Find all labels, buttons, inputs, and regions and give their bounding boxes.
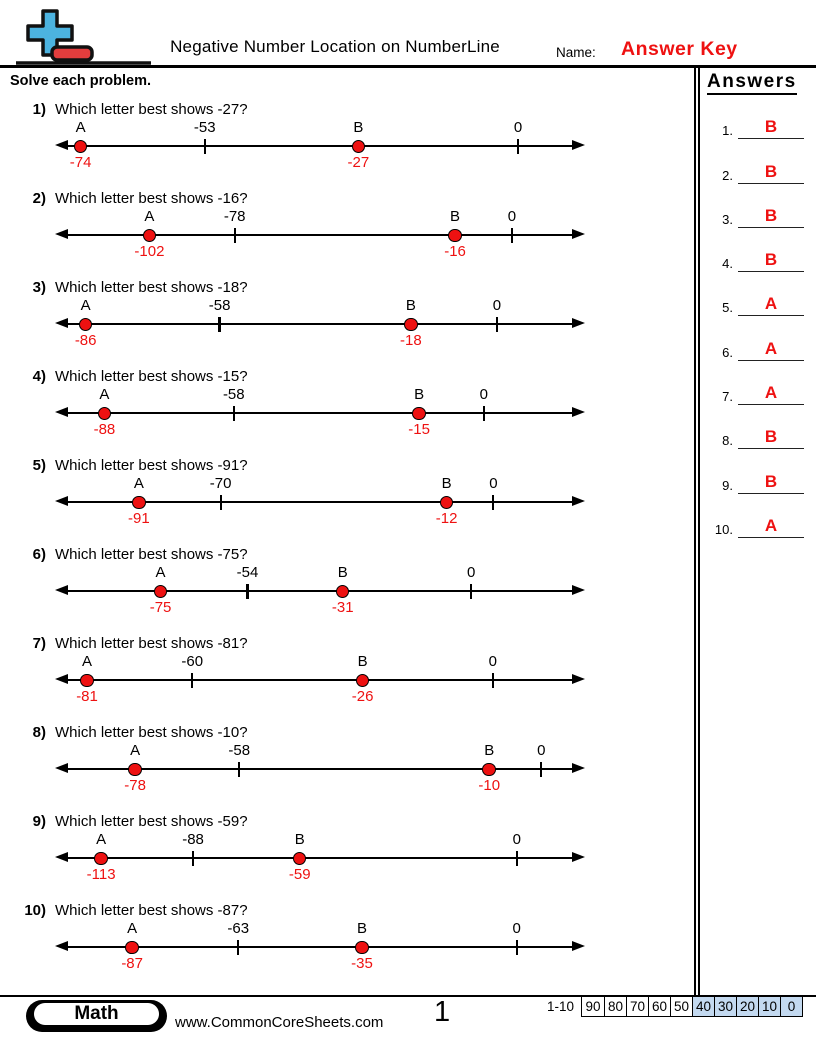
point-dot-icon bbox=[482, 763, 496, 777]
point-letter: A bbox=[155, 564, 166, 581]
subject-badge bbox=[26, 1000, 167, 1032]
point-value: -88 bbox=[93, 421, 116, 438]
tick-label: -63 bbox=[227, 920, 250, 937]
point-letter: B bbox=[484, 742, 495, 759]
problem-number: 5) bbox=[32, 457, 46, 474]
arrow-right-icon bbox=[572, 852, 585, 862]
tick-mark bbox=[516, 940, 518, 955]
point-dot-icon bbox=[125, 941, 139, 955]
problem-row bbox=[0, 191, 694, 280]
number-line bbox=[57, 650, 583, 722]
tick-mark bbox=[234, 228, 236, 243]
score-cell: 0 bbox=[780, 997, 802, 1016]
header bbox=[0, 0, 816, 68]
footer bbox=[0, 995, 816, 1056]
number-line-axis bbox=[63, 234, 577, 236]
arrow-left-icon bbox=[55, 674, 68, 684]
answer-number: 1. bbox=[722, 123, 733, 139]
point-value: -26 bbox=[351, 688, 374, 705]
tick-mark bbox=[470, 584, 472, 599]
point-value: -91 bbox=[128, 510, 150, 527]
tick-label: 0 bbox=[488, 653, 497, 670]
answer-number: 2. bbox=[722, 167, 733, 183]
point-dot-icon bbox=[336, 585, 350, 599]
point-dot-icon bbox=[448, 229, 462, 243]
arrow-right-icon bbox=[572, 140, 585, 150]
point-dot-icon bbox=[132, 496, 146, 510]
number-line-axis bbox=[63, 590, 577, 592]
number-line bbox=[57, 116, 583, 188]
problem-row bbox=[0, 458, 694, 547]
tick-mark bbox=[511, 228, 513, 243]
problems-section bbox=[0, 68, 694, 995]
tick-mark bbox=[191, 673, 193, 688]
answer-item bbox=[707, 316, 816, 360]
tick-label: 0 bbox=[512, 920, 521, 937]
point-letter: B bbox=[441, 475, 452, 492]
point-letter: A bbox=[130, 742, 141, 759]
score-cell: 40 bbox=[692, 997, 714, 1016]
tick-mark bbox=[540, 762, 542, 777]
arrow-left-icon bbox=[55, 585, 68, 595]
point-value: -31 bbox=[331, 599, 354, 616]
problem-question: Which letter best shows -87? bbox=[55, 902, 248, 919]
score-cell: 20 bbox=[736, 997, 758, 1016]
answer-item bbox=[707, 494, 816, 538]
tick-mark bbox=[204, 139, 206, 154]
page-title: Negative Number Location on NumberLine bbox=[170, 37, 500, 56]
point-letter: B bbox=[294, 831, 305, 848]
point-dot-icon bbox=[404, 318, 418, 332]
point-letter: A bbox=[75, 119, 86, 136]
number-line-axis bbox=[63, 145, 577, 147]
point-value: -59 bbox=[288, 866, 311, 883]
point-value: -15 bbox=[408, 421, 430, 438]
point-letter: B bbox=[357, 653, 368, 670]
point-dot-icon bbox=[356, 674, 370, 688]
arrow-right-icon bbox=[572, 229, 585, 239]
tick-mark bbox=[517, 139, 519, 154]
point-value: -86 bbox=[74, 332, 97, 349]
number-line bbox=[57, 828, 583, 900]
score-cell: 30 bbox=[714, 997, 736, 1016]
answer-letter: B bbox=[738, 117, 804, 139]
problem-question: Which letter best shows -18? bbox=[55, 279, 248, 296]
point-dot-icon bbox=[440, 496, 454, 510]
answer-number: 9. bbox=[722, 477, 733, 493]
answer-letter: A bbox=[738, 339, 804, 361]
point-value: -10 bbox=[478, 777, 501, 794]
number-line-axis bbox=[63, 679, 577, 681]
tick-label: -78 bbox=[223, 208, 246, 225]
website-link: www.CommonCoreSheets.com bbox=[175, 1014, 384, 1031]
answer-item bbox=[707, 95, 816, 139]
page-number: 1 bbox=[434, 996, 451, 1028]
tick-mark bbox=[233, 406, 235, 421]
problem-question: Which letter best shows -59? bbox=[55, 813, 248, 830]
tick-label: 0 bbox=[467, 564, 476, 581]
point-dot-icon bbox=[98, 407, 112, 421]
point-letter: A bbox=[82, 653, 93, 670]
answer-letter: B bbox=[738, 250, 804, 272]
point-letter: B bbox=[405, 297, 416, 314]
point-letter: B bbox=[353, 119, 364, 136]
problem-number: 9) bbox=[32, 813, 46, 830]
point-letter: B bbox=[414, 386, 425, 403]
answer-number: 3. bbox=[722, 211, 733, 227]
answer-number: 5. bbox=[722, 300, 733, 316]
tick-mark bbox=[192, 851, 194, 866]
point-value: -16 bbox=[444, 243, 466, 260]
answers-heading: Answers bbox=[707, 71, 797, 95]
problem-number: 10) bbox=[24, 902, 46, 919]
point-value: -27 bbox=[347, 154, 370, 171]
answer-number: 8. bbox=[722, 433, 733, 449]
tick-label: 0 bbox=[512, 831, 521, 848]
tick-mark bbox=[483, 406, 485, 421]
number-line-axis bbox=[63, 323, 577, 325]
problem-number: 8) bbox=[32, 724, 46, 741]
score-cell: 90 bbox=[582, 997, 604, 1016]
number-line-axis bbox=[63, 857, 577, 859]
point-letter: A bbox=[144, 208, 155, 225]
tick-mark bbox=[218, 317, 220, 332]
problem-row bbox=[0, 814, 694, 903]
point-dot-icon bbox=[74, 140, 88, 154]
arrow-left-icon bbox=[55, 229, 68, 239]
number-line bbox=[57, 294, 583, 366]
point-dot-icon bbox=[94, 852, 108, 866]
score-cell: 80 bbox=[604, 997, 626, 1016]
score-cell: 70 bbox=[626, 997, 648, 1016]
number-line bbox=[57, 561, 583, 633]
point-letter: A bbox=[96, 831, 107, 848]
tick-mark bbox=[496, 317, 498, 332]
point-value: -12 bbox=[435, 510, 458, 527]
answer-number: 7. bbox=[722, 389, 733, 405]
plus-minus-logo-icon bbox=[16, 5, 166, 67]
point-letter: A bbox=[99, 386, 110, 403]
point-letter: B bbox=[356, 920, 367, 937]
point-dot-icon bbox=[355, 941, 369, 955]
number-line bbox=[57, 472, 583, 544]
arrow-left-icon bbox=[55, 496, 68, 506]
tick-mark bbox=[238, 762, 240, 777]
arrow-right-icon bbox=[572, 496, 585, 506]
problem-question: Which letter best shows -75? bbox=[55, 546, 248, 563]
problem-row bbox=[0, 903, 694, 992]
point-value: -35 bbox=[351, 955, 373, 972]
point-value: -75 bbox=[149, 599, 172, 616]
answer-item bbox=[707, 139, 816, 183]
tick-mark bbox=[237, 940, 239, 955]
arrow-left-icon bbox=[55, 140, 68, 150]
point-dot-icon bbox=[293, 852, 307, 866]
problem-number: 3) bbox=[32, 279, 46, 296]
answer-number: 4. bbox=[722, 256, 733, 272]
tick-label: -54 bbox=[236, 564, 259, 581]
answer-letter: A bbox=[738, 294, 804, 316]
problems-list bbox=[0, 102, 694, 992]
point-letter: A bbox=[127, 920, 138, 937]
score-table bbox=[547, 996, 803, 1017]
arrow-right-icon bbox=[572, 318, 585, 328]
answer-item bbox=[707, 449, 816, 493]
problem-row bbox=[0, 369, 694, 458]
point-value: -102 bbox=[134, 243, 165, 260]
number-line bbox=[57, 739, 583, 811]
answer-letter: B bbox=[738, 427, 804, 449]
arrow-left-icon bbox=[55, 941, 68, 951]
problem-row bbox=[0, 636, 694, 725]
arrow-right-icon bbox=[572, 941, 585, 951]
tick-label: 0 bbox=[489, 475, 498, 492]
point-value: -78 bbox=[124, 777, 146, 794]
body bbox=[0, 68, 816, 995]
problem-row bbox=[0, 102, 694, 191]
problem-question: Which letter best shows -81? bbox=[55, 635, 248, 652]
problem-row bbox=[0, 280, 694, 369]
answer-letter: B bbox=[738, 472, 804, 494]
tick-label: 0 bbox=[507, 208, 517, 225]
tick-label: -70 bbox=[209, 475, 232, 492]
tick-label: 0 bbox=[479, 386, 489, 403]
tick-mark bbox=[516, 851, 518, 866]
tick-mark bbox=[492, 673, 494, 688]
problem-row bbox=[0, 725, 694, 814]
point-letter: A bbox=[133, 475, 144, 492]
arrow-right-icon bbox=[572, 407, 585, 417]
subject-badge-label: Math bbox=[34, 1003, 159, 1025]
problem-question: Which letter best shows -15? bbox=[55, 368, 248, 385]
answer-letter: A bbox=[738, 516, 804, 538]
score-cells bbox=[581, 996, 803, 1017]
answers-list bbox=[707, 95, 816, 538]
arrow-right-icon bbox=[572, 585, 585, 595]
score-cell: 10 bbox=[758, 997, 780, 1016]
answer-number: 10. bbox=[714, 521, 733, 537]
problem-number: 1) bbox=[32, 101, 46, 118]
point-letter: B bbox=[450, 208, 461, 225]
point-value: -87 bbox=[121, 955, 143, 972]
answer-item bbox=[707, 184, 816, 228]
problem-row bbox=[0, 547, 694, 636]
instructions: Solve each problem. bbox=[10, 73, 152, 89]
problem-question: Which letter best shows -91? bbox=[55, 457, 248, 474]
point-dot-icon bbox=[154, 585, 168, 599]
answer-item bbox=[707, 361, 816, 405]
problem-question: Which letter best shows -10? bbox=[55, 724, 248, 741]
tick-label: -53 bbox=[193, 119, 216, 136]
answer-item bbox=[707, 228, 816, 272]
point-dot-icon bbox=[412, 407, 426, 421]
tick-label: -88 bbox=[182, 831, 204, 848]
name-label: Name: bbox=[556, 45, 596, 60]
answer-item bbox=[707, 405, 816, 449]
number-line bbox=[57, 383, 583, 455]
point-dot-icon bbox=[80, 674, 94, 688]
answer-letter: B bbox=[738, 206, 804, 228]
problem-number: 7) bbox=[32, 635, 46, 652]
point-dot-icon bbox=[79, 318, 93, 332]
tick-label: 0 bbox=[537, 742, 546, 759]
problem-number: 6) bbox=[32, 546, 46, 563]
score-cell: 60 bbox=[648, 997, 670, 1016]
answer-key-label: Answer Key bbox=[621, 38, 738, 60]
tick-label: -58 bbox=[228, 742, 251, 759]
tick-label: -58 bbox=[222, 386, 245, 403]
point-value: -18 bbox=[399, 332, 422, 349]
answer-letter: A bbox=[738, 383, 804, 405]
tick-label: -60 bbox=[181, 653, 204, 670]
point-dot-icon bbox=[352, 140, 366, 154]
problem-number: 2) bbox=[32, 190, 46, 207]
problem-number: 4) bbox=[32, 368, 46, 385]
problem-question: Which letter best shows -27? bbox=[55, 101, 248, 118]
answer-item bbox=[707, 272, 816, 316]
arrow-left-icon bbox=[55, 763, 68, 773]
tick-label: 0 bbox=[513, 119, 523, 136]
number-line bbox=[57, 205, 583, 277]
answer-letter: B bbox=[738, 162, 804, 184]
point-letter: A bbox=[80, 297, 91, 314]
tick-label: -58 bbox=[208, 297, 231, 314]
answer-number: 6. bbox=[722, 344, 733, 360]
arrow-left-icon bbox=[55, 407, 68, 417]
score-cell: 50 bbox=[670, 997, 692, 1016]
arrow-right-icon bbox=[572, 763, 585, 773]
point-value: -81 bbox=[76, 688, 98, 705]
number-line bbox=[57, 917, 583, 989]
point-dot-icon bbox=[143, 229, 157, 243]
point-value: -113 bbox=[86, 866, 116, 883]
arrow-right-icon bbox=[572, 674, 585, 684]
arrow-left-icon bbox=[55, 318, 68, 328]
point-dot-icon bbox=[128, 763, 142, 777]
tick-label: 0 bbox=[492, 297, 502, 314]
point-letter: B bbox=[337, 564, 348, 581]
problem-question: Which letter best shows -16? bbox=[55, 190, 248, 207]
number-line-axis bbox=[63, 946, 577, 948]
tick-mark bbox=[246, 584, 248, 599]
number-line-axis bbox=[63, 412, 577, 414]
tick-mark bbox=[492, 495, 494, 510]
score-range-label: 1-10 bbox=[546, 999, 574, 1014]
point-value: -74 bbox=[69, 154, 92, 171]
arrow-left-icon bbox=[55, 852, 68, 862]
answers-panel bbox=[694, 68, 816, 995]
tick-mark bbox=[220, 495, 222, 510]
